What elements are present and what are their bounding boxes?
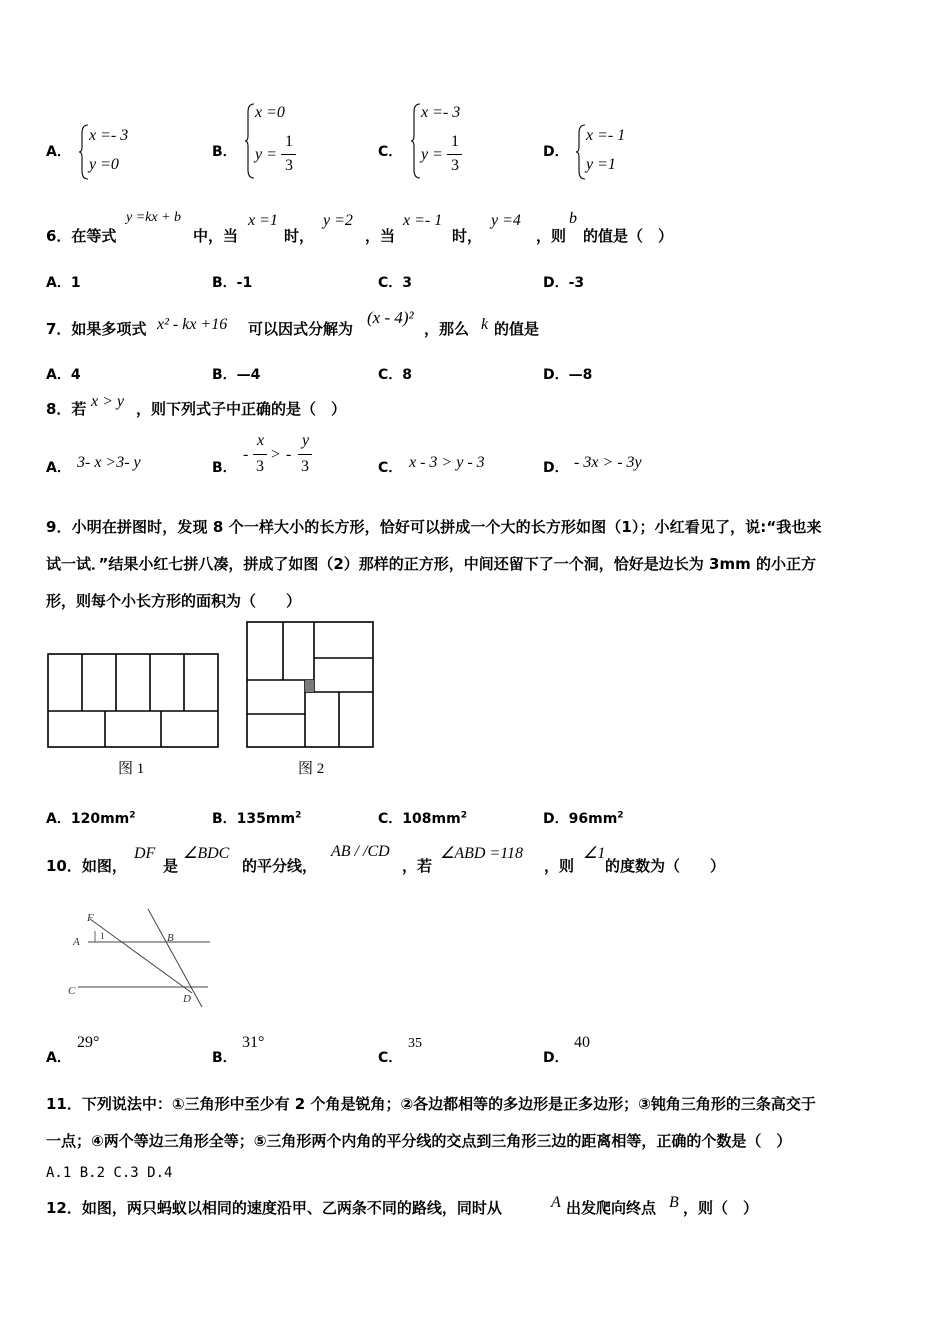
q6-condition: x =- 1: [403, 212, 443, 229]
label-d: D: [183, 993, 191, 1005]
figure-2-hole: [305, 680, 314, 692]
option-c: C．3: [378, 275, 413, 291]
q6-text: 时，: [452, 227, 483, 245]
option-label: A．: [46, 144, 71, 160]
q7-text: ，那么: [424, 320, 470, 338]
fraction-denominator: 3: [451, 157, 459, 174]
label-1: 1: [100, 931, 105, 941]
q10-given-angle: ∠ABD =118: [440, 845, 524, 862]
option-a-value: 29°: [77, 1034, 100, 1051]
q12-point-b: B: [669, 1194, 679, 1211]
label-f: F: [87, 912, 94, 924]
q7-text: 7．如果多项式: [46, 320, 147, 338]
option-a-expr: 3- x >3- y: [77, 454, 141, 471]
option-c: C．$108mm^2$: [378, 810, 467, 827]
option-b-value: 31°: [242, 1034, 265, 1051]
option-d-label: D．: [543, 460, 569, 476]
q10-text: ，若: [402, 857, 433, 875]
equation-line: x =- 3: [89, 127, 129, 144]
q10-text: 的度数为（ ）: [605, 857, 726, 875]
equation-line: y =: [255, 146, 277, 163]
q6-value: y =2: [323, 212, 353, 229]
q8-text: ，则下列式子中正确的是（ ）: [136, 400, 347, 418]
option-c-label: C．: [378, 460, 403, 476]
q8-text: 8．若: [46, 400, 87, 418]
q8-condition: x > y: [91, 393, 124, 410]
option-a: A．1: [46, 275, 81, 291]
option-c: C．8: [378, 367, 413, 383]
fraction-bar: [281, 154, 296, 155]
q10-segment: DF: [134, 845, 156, 862]
q12-text: 12．如图，两只蚂蚁以相同的速度沿甲、乙两条不同的路线，同时从: [46, 1199, 502, 1217]
option-d: D．—8: [543, 367, 593, 383]
q9-line: 试一试．”结果小红七拼八凑，拼成了如图（2）那样的正方形，中间还留下了一个洞，恰好是边长为 3mm 的小正方: [46, 555, 816, 573]
q10-angle: ∠BDC: [183, 845, 230, 862]
fraction-numerator: x: [257, 432, 265, 449]
q7-text: 的值是: [494, 320, 540, 338]
equation-line: x =- 1: [586, 127, 626, 144]
q7-factored: (x - 4)²: [367, 308, 414, 327]
q10-figure: [60, 905, 220, 1015]
label-c: C: [68, 985, 76, 997]
label-a: A: [73, 936, 80, 948]
fraction-bar: [253, 454, 267, 455]
option-a: A．$120mm^2$: [46, 810, 136, 827]
minus-sign: -: [286, 446, 292, 463]
minus-sign: -: [243, 446, 249, 463]
fraction-numerator: y: [302, 432, 310, 449]
q10-target-angle: ∠1: [583, 845, 606, 862]
option-b: B．-1: [212, 275, 253, 291]
equation-line: y =0: [89, 156, 119, 173]
option-a-label: A．: [46, 1050, 71, 1066]
option-b: B．$135mm^2$: [212, 810, 302, 827]
q9-line: 形，则每个小长方形的面积为（ ）: [46, 592, 302, 610]
q6-text: ，当: [365, 227, 396, 245]
option-c-label: C．: [378, 1050, 403, 1066]
option-b-label: B．: [212, 460, 237, 476]
q9-line: 9．小明在拼图时，发现 8 个一样大小的长方形，恰好可以拼成一个大的长方形如图（1）；小红看见了，说:“我也来: [46, 518, 822, 536]
option-c-expr: x - 3 > y - 3: [409, 454, 485, 471]
q10-text: 10．如图，: [46, 857, 127, 875]
q12-text: ，则（ ）: [683, 1199, 759, 1217]
q6-condition: x =1: [248, 212, 278, 229]
option-d-expr: - 3x > - 3y: [574, 454, 642, 471]
q6-variable: b: [569, 210, 577, 227]
fraction-denominator: 3: [256, 458, 264, 475]
fraction-denominator: 3: [285, 157, 293, 174]
q11-line: 一点；④两个等边三角形全等；⑤三角形两个内角的平分线的交点到三角形三边的距离相等，正确的个数是（ ）: [46, 1132, 792, 1150]
q6-text: 的值是（ ）: [583, 227, 674, 245]
q6-text: 时，: [284, 227, 315, 245]
equation-line: y =: [421, 146, 443, 163]
option-label: C．: [378, 144, 403, 160]
option-a-label: A．: [46, 460, 71, 476]
line-bd: [148, 909, 202, 1007]
figure-1-outer: [48, 654, 218, 747]
q11-line: 11．下列说法中：①三角形中至少有 2 个角是锐角；②各边都相等的多边形是正多边形；③钝角三角形的三条高交于: [46, 1095, 816, 1113]
figure-1-rectangles: [48, 654, 218, 747]
q10-text: 的平分线，: [242, 857, 318, 875]
label-b: B: [167, 932, 174, 944]
q7-variable: k: [481, 316, 489, 333]
q10-text: ，则: [544, 857, 575, 875]
q7-polynomial: x² - kx +16: [157, 316, 228, 333]
option-d-value: 40: [574, 1034, 590, 1051]
greater-than-sign: >: [271, 446, 281, 463]
option-label: B．: [212, 144, 237, 160]
option-c-value: 35: [408, 1036, 422, 1051]
q12-text: 出发爬向终点: [566, 1199, 657, 1217]
fraction-numerator: 1: [451, 133, 459, 150]
q6-text: 中，当: [193, 227, 239, 245]
option-b: B．—4: [212, 367, 261, 383]
equation-line: x =0: [255, 104, 285, 121]
q12-point-a: A: [551, 1194, 561, 1211]
q6-value: y =4: [491, 212, 521, 229]
option-a: A．4: [46, 367, 81, 383]
q10-parallel: AB / /CD: [331, 843, 390, 860]
option-b-label: B．: [212, 1050, 237, 1066]
equation-line: x =- 3: [421, 104, 461, 121]
q6-equation: y =kx + b: [126, 210, 182, 225]
q7-text: 可以因式分解为: [248, 320, 354, 338]
line-fd: [90, 919, 192, 993]
q6-text: ，则: [536, 227, 567, 245]
figure-1-caption: 图 1: [118, 761, 145, 777]
fraction-denominator: 3: [301, 458, 309, 475]
option-d: D．$96mm^2$: [543, 810, 624, 827]
option-d-label: D．: [543, 1050, 569, 1066]
equation-line: y =1: [586, 156, 616, 173]
q9-figures: [40, 618, 380, 788]
fraction-bar: [298, 454, 312, 455]
option-d: D．-3: [543, 275, 585, 291]
q10-text: 是: [163, 857, 179, 875]
fraction-numerator: 1: [285, 133, 293, 150]
option-label: D．: [543, 144, 569, 160]
q6-text: 6．在等式: [46, 227, 117, 245]
q11-options: A.1 B.2 C.3 D.4: [46, 1165, 173, 1181]
fraction-bar: [447, 154, 462, 155]
figure-2-caption: 图 2: [298, 761, 325, 777]
